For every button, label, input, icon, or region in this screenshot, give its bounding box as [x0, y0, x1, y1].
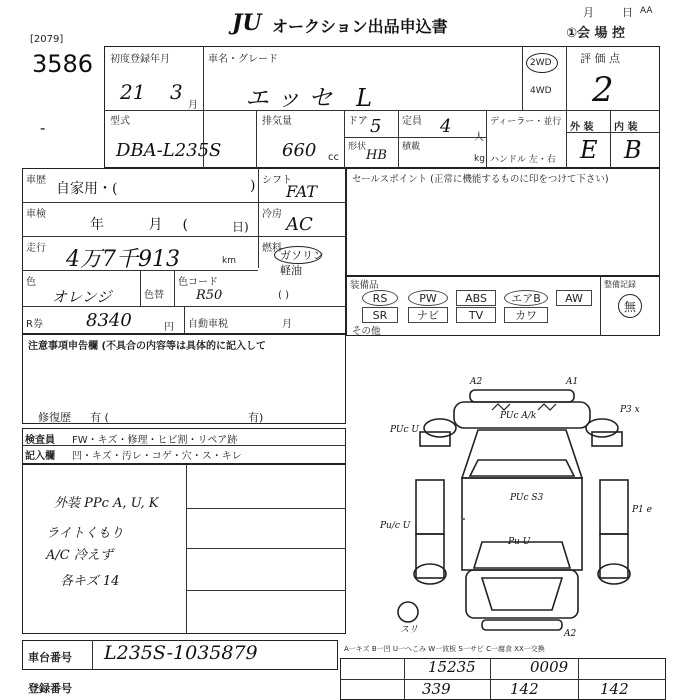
- chassis-label: 車台番号: [28, 651, 72, 664]
- diagram-mark-puc-u-left: PUc U: [390, 425, 419, 435]
- divider: [258, 168, 259, 268]
- divider: [104, 110, 660, 111]
- equip-pw: PW: [408, 290, 448, 306]
- equip-rs: RS: [362, 290, 398, 306]
- divider: [92, 640, 93, 670]
- divider: [256, 110, 257, 168]
- divider: [566, 132, 660, 133]
- venue-copy: ①会 場 控: [566, 26, 626, 41]
- capacity-value: 4: [440, 116, 452, 137]
- fuel-gasoline-circle: [274, 246, 322, 264]
- inspector-row-2: 凹・キズ・汚レ・コゲ・穴・ス・キレ: [72, 451, 242, 462]
- color-original-label: 色替: [144, 290, 164, 301]
- registration-month-unit: 月: [188, 100, 198, 111]
- load-label: 積載: [402, 142, 421, 152]
- diagram-mark-a2-bottom: A2: [564, 629, 577, 639]
- divider: [578, 658, 579, 700]
- divider: [490, 658, 491, 700]
- registration-label: 初度登録年月: [110, 54, 170, 65]
- inspection-value: 年 月(: [90, 217, 208, 233]
- usage-value: 自家用・(: [56, 181, 118, 197]
- usage-close: ): [250, 178, 256, 194]
- grade-score-label: 評 価 点: [580, 52, 620, 65]
- recycle-label: R券: [26, 319, 43, 330]
- equip-sr: SR: [362, 307, 398, 323]
- exterior-value: E: [580, 136, 598, 164]
- registration-month: 3: [170, 80, 183, 104]
- inspector-label-1: 検査員: [25, 435, 55, 446]
- equip-airbag: エアB: [504, 290, 548, 306]
- color-code-label: 色コード: [178, 277, 218, 288]
- equip-navi: ナビ: [408, 307, 448, 323]
- equip-aw: AW: [556, 290, 592, 306]
- fuel-label: 燃料: [262, 243, 282, 254]
- equip-abs: ABS: [456, 290, 496, 306]
- shape-label: 形状: [348, 142, 367, 152]
- shift-value: FAT: [286, 182, 318, 201]
- shift-label: シフト: [262, 175, 292, 186]
- shape-value: HB: [366, 148, 387, 163]
- capacity-unit: 人: [474, 132, 484, 143]
- divider: [522, 46, 523, 110]
- ju-logo: JU: [232, 10, 262, 36]
- mileage-value: 4万7千913: [66, 247, 180, 272]
- footer-value-4: 142: [510, 680, 539, 698]
- form-title: オークション出品申込書: [272, 17, 448, 36]
- divider: [184, 306, 185, 334]
- equip-leather: カワ: [504, 307, 548, 323]
- diagram-mark-spare: スリ: [400, 625, 419, 635]
- interior-label: 内 装: [614, 122, 638, 133]
- drive-4wd: 4WD: [530, 86, 552, 96]
- registration-year: 21: [120, 80, 146, 104]
- divider: [610, 110, 611, 168]
- equipment-label: 装備品: [350, 280, 379, 291]
- diagram-mark-a2-top: A2: [470, 377, 483, 387]
- header-aa: AA: [640, 6, 653, 16]
- fuel-paren: ( ): [278, 290, 289, 301]
- model-label: 型式: [110, 116, 130, 127]
- divider: [22, 202, 346, 203]
- header-day: 日: [622, 6, 633, 19]
- equipment-other-label: その他: [352, 326, 381, 337]
- interior-value: B: [624, 136, 642, 164]
- diagram-mark-p1e: P1 e: [632, 505, 652, 515]
- warranty-value: 無: [624, 300, 637, 314]
- handwritten-note-1: 外装 PPc A, U, K: [54, 496, 159, 511]
- divider: [22, 445, 346, 446]
- divider: [22, 236, 346, 237]
- load-unit: kg: [474, 154, 485, 164]
- lot-dash: -: [40, 118, 46, 137]
- divider: [344, 137, 486, 138]
- repair-value: 有 (: [90, 411, 109, 424]
- warranty-circle: [618, 294, 642, 318]
- divider: [140, 270, 141, 306]
- fuel-value: ガソリン 軽油: [280, 249, 324, 277]
- divider: [404, 658, 405, 700]
- sales-point-label: セールスポイント (正常に機能するものに印をつけて下さい): [352, 174, 609, 185]
- divider: [186, 508, 346, 509]
- mileage-unit: km: [222, 256, 236, 266]
- diagram-mark-puc-ak: PUc A/k: [500, 411, 537, 421]
- inspector-row-1: FW・キズ・修理・ヒビ割・リペア跡: [72, 435, 238, 446]
- capacity-label: 定員: [402, 116, 422, 127]
- header-month: 月: [583, 6, 594, 19]
- equip-tv: TV: [456, 307, 496, 323]
- diagram-mark-a1: A1: [566, 377, 579, 387]
- color-value: オレンジ: [52, 288, 112, 306]
- recycle-unit: 円: [164, 322, 174, 333]
- divider: [186, 464, 187, 634]
- footer-value-1: 15235: [428, 658, 476, 676]
- diagram-mark-p3x: P3 x: [620, 405, 640, 415]
- repair-label: 修復歴: [38, 411, 71, 424]
- divider: [186, 548, 346, 549]
- diagram-mark-puc-u: Pu/c U: [380, 521, 411, 531]
- divider: [344, 110, 345, 168]
- ac-value: AC: [286, 214, 313, 235]
- registration-number-label: 登録番号: [28, 682, 72, 695]
- inspector-label-2: 記入欄: [25, 451, 55, 462]
- color-label: 色: [26, 277, 36, 288]
- warranty-label: 整備記録: [604, 280, 636, 289]
- handle-label: ディーラー・並行: [490, 117, 562, 127]
- drive-2wd: 2WD: [530, 58, 552, 68]
- usage-label: 車歴: [26, 175, 46, 186]
- car-diagram: [370, 370, 670, 640]
- displacement-value: 660: [282, 140, 317, 161]
- color-code-value: R50: [196, 288, 223, 303]
- auto-tax-unit: 月: [282, 319, 292, 330]
- divider: [186, 590, 346, 591]
- divider: [398, 110, 399, 168]
- divider: [174, 270, 175, 306]
- doc-id: [2079]: [30, 34, 64, 45]
- diagram-mark-puc-s3: PUc S3: [510, 493, 544, 503]
- inspection-close: 日): [232, 220, 249, 234]
- footer-value-2: 0009: [530, 658, 569, 676]
- handwritten-note-2: ライトくもり: [46, 526, 124, 541]
- auto-tax-label: 自動車税: [188, 319, 228, 330]
- handwritten-note-3: A/C 冷えず: [46, 548, 113, 563]
- footer-value-5: 142: [600, 680, 629, 698]
- repair-suffix: 有): [248, 411, 264, 424]
- handle-sub: ハンドル 左・右: [490, 155, 556, 165]
- displacement-unit: cc: [328, 152, 339, 163]
- damage-legend: A一キズ B一凹 U一へこみ W一波板 S一サビ C一腐食 XX一交換: [344, 645, 545, 653]
- exterior-label: 外 装: [570, 122, 594, 133]
- doors-label: ドア: [348, 116, 368, 127]
- mileage-label: 走行: [26, 243, 46, 254]
- inspection-label: 車検: [26, 209, 46, 220]
- doors-value: 5: [370, 116, 382, 137]
- handwritten-note-4: 各キズ 14: [60, 574, 120, 589]
- drive-2wd-circle: [526, 53, 558, 73]
- notes-header: 注意事項申告欄 (不具合の内容等は具体的に記入して: [28, 341, 267, 352]
- lot-number: 3586: [32, 50, 94, 78]
- displacement-label: 排気量: [262, 116, 292, 127]
- recycle-value: 8340: [86, 310, 132, 331]
- diagram-mark-pu-u: Pu U: [508, 537, 531, 547]
- footer-value-3: 339: [422, 680, 451, 698]
- chassis-value: L235S-1035879: [104, 642, 258, 664]
- car-name-label: 車名・グレード: [208, 54, 278, 65]
- ac-label: 冷房: [262, 209, 282, 220]
- car-name-value: エッセ L: [245, 84, 381, 112]
- divider: [566, 46, 567, 168]
- divider: [486, 110, 487, 168]
- model-value: DBA-L235S: [116, 140, 222, 161]
- divider: [600, 276, 601, 336]
- grade-score-value: 2: [592, 70, 614, 110]
